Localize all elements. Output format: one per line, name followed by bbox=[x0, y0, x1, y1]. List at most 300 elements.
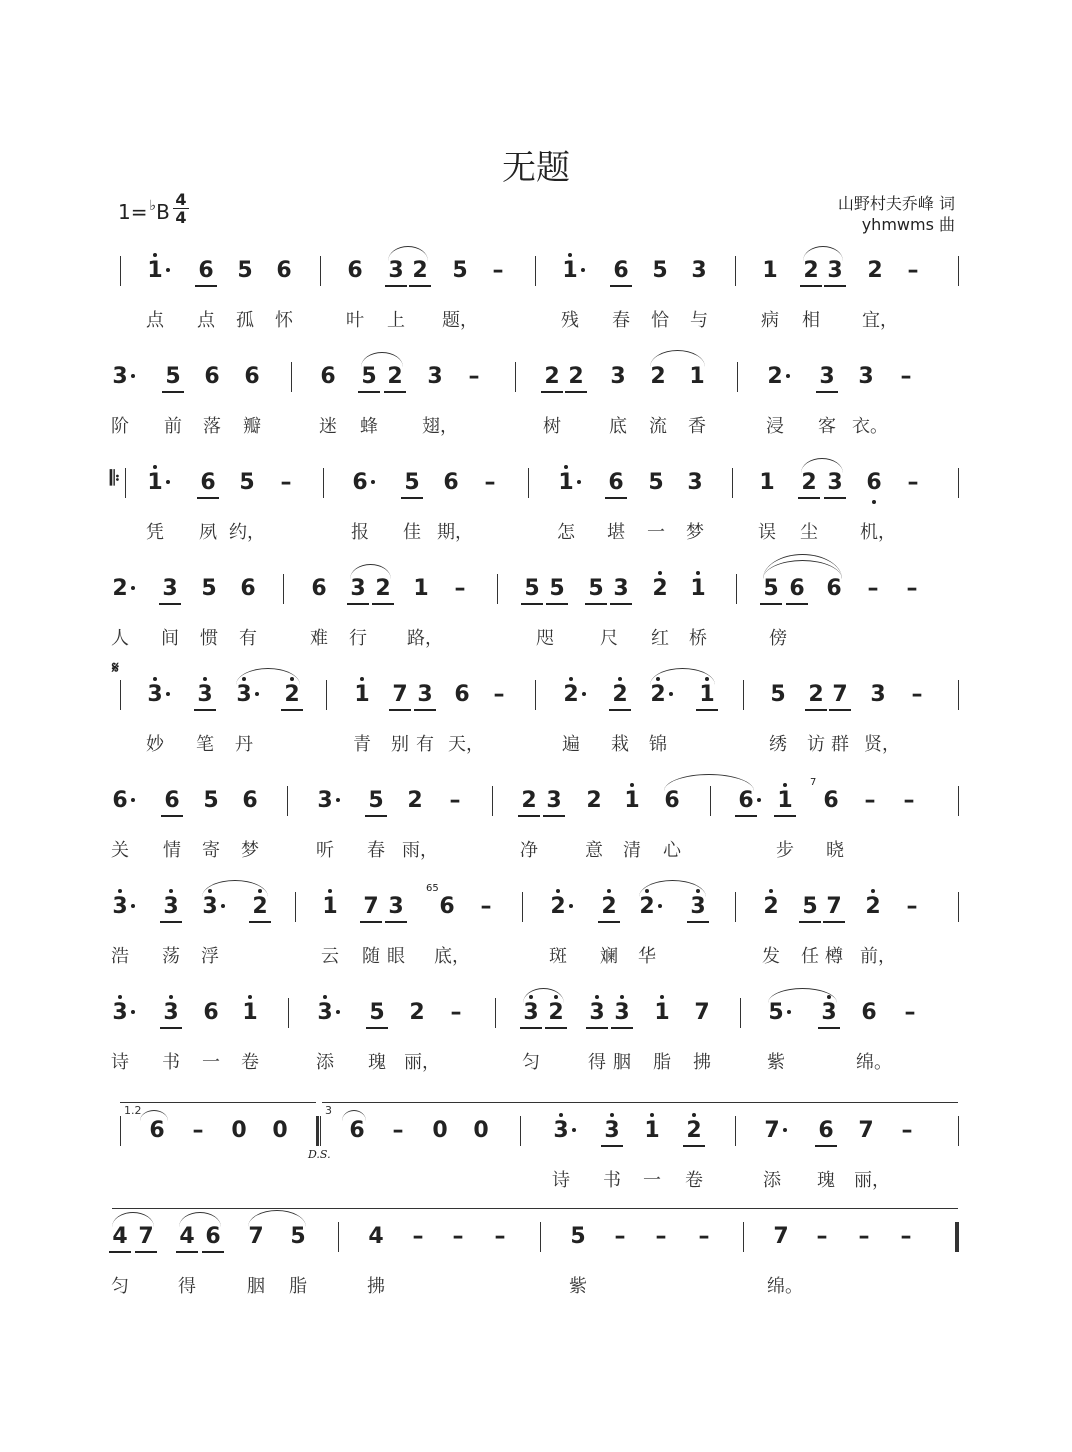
lyric-syllable: 点 bbox=[197, 310, 215, 331]
note bbox=[861, 876, 885, 928]
high-octave-dot bbox=[564, 465, 568, 469]
barline bbox=[288, 998, 289, 1028]
note bbox=[558, 240, 582, 292]
note bbox=[462, 346, 486, 398]
lyric-syllable: 有 bbox=[239, 628, 257, 649]
note bbox=[861, 558, 885, 610]
note-number: 6 bbox=[861, 1000, 877, 1025]
note-number: 5 bbox=[524, 576, 540, 601]
note bbox=[400, 452, 424, 504]
note-number: 4 bbox=[112, 1224, 128, 1249]
note-number: 1 bbox=[777, 788, 793, 813]
eighth-underline bbox=[518, 815, 540, 817]
note bbox=[815, 346, 839, 398]
note-number: 4 bbox=[179, 1224, 195, 1249]
note bbox=[895, 1100, 919, 1152]
note-number: 6 bbox=[613, 258, 629, 283]
high-octave-dot bbox=[568, 253, 572, 257]
lyric-syllable: 约， bbox=[229, 522, 265, 543]
note-number: 7 bbox=[826, 894, 842, 919]
lyric-syllable: 傍 bbox=[769, 628, 787, 649]
high-octave-dot bbox=[248, 995, 252, 999]
note-number: 6 bbox=[203, 1000, 219, 1025]
note-number: – bbox=[450, 1000, 462, 1025]
lyric-syllable: 桥 bbox=[689, 628, 707, 649]
note-number: 6 bbox=[443, 470, 459, 495]
note bbox=[193, 664, 217, 716]
eighth-underline bbox=[365, 815, 387, 817]
lyric-syllable: 尺 bbox=[600, 628, 618, 649]
barline bbox=[540, 1222, 541, 1252]
note-number: 6 bbox=[664, 788, 680, 813]
eighth-underline bbox=[521, 603, 543, 605]
augmentation-dot bbox=[787, 1010, 791, 1014]
note-number: 6 bbox=[204, 364, 220, 389]
note-number: – bbox=[484, 470, 496, 495]
note-number: 2 bbox=[550, 894, 566, 919]
note-number: 6 bbox=[112, 788, 128, 813]
note bbox=[648, 558, 672, 610]
note bbox=[609, 558, 633, 610]
note-number: 5 bbox=[648, 470, 664, 495]
note bbox=[863, 240, 887, 292]
lyric-syllable: 人 bbox=[111, 628, 129, 649]
barline bbox=[323, 468, 324, 498]
lyric-syllable: 关 bbox=[111, 840, 129, 861]
barline bbox=[495, 998, 496, 1028]
note-number: 2 bbox=[601, 894, 617, 919]
note-number: 6 bbox=[826, 576, 842, 601]
note-number: 1 bbox=[322, 894, 338, 919]
note-number: 6 bbox=[198, 258, 214, 283]
lyric-syllable: 青 bbox=[353, 734, 371, 755]
barline bbox=[735, 256, 736, 286]
note-number: – bbox=[412, 1224, 424, 1249]
lyric-syllable: 发 bbox=[762, 946, 780, 967]
note bbox=[546, 876, 570, 928]
note-number: 2 bbox=[767, 364, 783, 389]
high-octave-dot bbox=[153, 253, 157, 257]
note bbox=[384, 876, 408, 928]
lyric-syllable: 卷 bbox=[685, 1170, 703, 1191]
barline bbox=[958, 680, 959, 710]
note-number: 2 bbox=[407, 788, 423, 813]
eighth-underline bbox=[605, 497, 627, 499]
note bbox=[478, 452, 502, 504]
note bbox=[585, 982, 609, 1034]
note-number: 3 bbox=[870, 682, 886, 707]
lyric-syllable: 斓 bbox=[600, 946, 618, 967]
score-row bbox=[0, 452, 1072, 558]
lyric-syllable: 绵。 bbox=[767, 1276, 803, 1297]
lyric-syllable: 诗 bbox=[111, 1052, 129, 1073]
eighth-underline bbox=[611, 1027, 633, 1029]
note bbox=[108, 770, 132, 822]
note bbox=[894, 1206, 918, 1258]
lyric-syllable: 有 bbox=[416, 734, 434, 755]
barline bbox=[958, 1222, 959, 1252]
note bbox=[199, 982, 223, 1034]
note-number: 3 bbox=[819, 364, 835, 389]
lyric-syllable: 梦 bbox=[241, 840, 259, 861]
eighth-underline bbox=[161, 815, 183, 817]
note bbox=[597, 876, 621, 928]
note-number: 5 bbox=[203, 788, 219, 813]
note bbox=[760, 1100, 784, 1152]
lyric-syllable: 梦 bbox=[686, 522, 704, 543]
score-row bbox=[0, 982, 1072, 1088]
note bbox=[542, 770, 566, 822]
lyric-syllable: 访 bbox=[807, 734, 825, 755]
lyric-syllable: 客 bbox=[818, 416, 836, 437]
note bbox=[194, 240, 218, 292]
eighth-underline bbox=[135, 1251, 157, 1253]
lyric-syllable: 期， bbox=[437, 522, 473, 543]
note bbox=[894, 346, 918, 398]
augmentation-dot bbox=[131, 1010, 135, 1014]
repeat-end-barline bbox=[316, 1116, 319, 1146]
score-row bbox=[0, 240, 1072, 346]
note-number: 3 bbox=[614, 1000, 630, 1025]
note bbox=[405, 982, 429, 1034]
note-number: 2 bbox=[375, 576, 391, 601]
note bbox=[649, 1206, 673, 1258]
high-octave-dot bbox=[328, 889, 332, 893]
high-octave-dot bbox=[769, 889, 773, 893]
note-number: 7 bbox=[694, 1000, 710, 1025]
high-octave-dot bbox=[783, 783, 787, 787]
note bbox=[804, 664, 828, 716]
barline bbox=[743, 680, 744, 710]
lyric-syllable: 上 bbox=[387, 310, 405, 331]
note bbox=[235, 452, 259, 504]
eighth-underline bbox=[162, 391, 184, 393]
eighth-underline bbox=[160, 921, 182, 923]
barline bbox=[958, 892, 959, 922]
note bbox=[769, 1206, 793, 1258]
low-octave-dot bbox=[872, 500, 876, 504]
note bbox=[814, 1100, 838, 1152]
note-number: 2 bbox=[808, 682, 824, 707]
augmentation-dot bbox=[569, 904, 573, 908]
note bbox=[238, 982, 262, 1034]
note bbox=[316, 346, 340, 398]
lyric-syllable: 一 bbox=[202, 1052, 220, 1073]
note bbox=[486, 240, 510, 292]
barline bbox=[958, 786, 959, 816]
score-row bbox=[0, 346, 1072, 452]
time-top: 4 bbox=[173, 191, 189, 209]
augmentation-dot bbox=[131, 374, 135, 378]
lyric-syllable: 紫 bbox=[569, 1276, 587, 1297]
lyric-syllable: 孤 bbox=[236, 310, 254, 331]
note bbox=[143, 240, 167, 292]
note bbox=[582, 770, 606, 822]
eighth-underline bbox=[585, 603, 607, 605]
eighth-underline bbox=[799, 921, 821, 923]
eighth-underline bbox=[586, 1027, 608, 1029]
note bbox=[143, 664, 167, 716]
lyric-syllable: 春 bbox=[612, 310, 630, 331]
note bbox=[313, 982, 337, 1034]
note-number: 6 bbox=[242, 788, 258, 813]
note-number: – bbox=[468, 364, 480, 389]
note-number: 6 bbox=[608, 470, 624, 495]
note-number: 2 bbox=[112, 576, 128, 601]
note bbox=[566, 1206, 590, 1258]
note-number: 3 bbox=[589, 1000, 605, 1025]
note bbox=[687, 240, 711, 292]
note bbox=[584, 558, 608, 610]
note bbox=[160, 770, 184, 822]
note bbox=[359, 876, 383, 928]
note bbox=[313, 770, 337, 822]
eighth-underline bbox=[541, 391, 563, 393]
note-number: 1 bbox=[354, 682, 370, 707]
note-number: 6 bbox=[818, 1118, 834, 1143]
note bbox=[854, 346, 878, 398]
lyric-syllable: 佳 bbox=[403, 522, 421, 543]
high-octave-dot bbox=[360, 677, 364, 681]
augmentation-dot bbox=[581, 268, 585, 272]
barline bbox=[291, 362, 292, 392]
note bbox=[759, 876, 783, 928]
note bbox=[488, 1206, 512, 1258]
lyric-syllable: 匀 bbox=[111, 1276, 129, 1297]
eighth-underline bbox=[197, 497, 219, 499]
note bbox=[682, 1100, 706, 1152]
note bbox=[763, 346, 787, 398]
lyric-syllable: 阶 bbox=[111, 416, 129, 437]
note-number: 5 bbox=[369, 1000, 385, 1025]
lyric-syllable: 点 bbox=[146, 310, 164, 331]
note-number: 2 bbox=[521, 788, 537, 813]
key-note: B bbox=[156, 200, 170, 224]
eighth-underline bbox=[601, 1145, 623, 1147]
barline bbox=[958, 468, 959, 498]
lyric-syllable: 宜， bbox=[862, 310, 898, 331]
note-number: 5 bbox=[763, 576, 779, 601]
lyric-syllable: 浮 bbox=[201, 946, 219, 967]
note-number: – bbox=[901, 1118, 913, 1143]
lyric-syllable: 华 bbox=[638, 946, 656, 967]
eighth-underline bbox=[829, 709, 851, 711]
note-number: 7 bbox=[363, 894, 379, 919]
note-number: – bbox=[494, 1224, 506, 1249]
note-number: 3 bbox=[236, 682, 252, 707]
high-octave-dot bbox=[871, 889, 875, 893]
augmentation-dot bbox=[658, 904, 662, 908]
lyric-syllable: 晓 bbox=[826, 840, 844, 861]
note-number: 2 bbox=[639, 894, 655, 919]
barline bbox=[958, 1116, 959, 1146]
note-number: – bbox=[907, 470, 919, 495]
note-number: 6 bbox=[349, 1118, 365, 1143]
lyric-syllable: 随 bbox=[362, 946, 380, 967]
note-number: 6 bbox=[789, 576, 805, 601]
augmentation-dot bbox=[669, 692, 673, 696]
note bbox=[413, 664, 437, 716]
lyric-syllable: 路， bbox=[407, 628, 443, 649]
note-number: 3 bbox=[147, 682, 163, 707]
lyric-syllable: 底， bbox=[434, 946, 470, 967]
lyric-syllable: 惯 bbox=[200, 628, 218, 649]
lyric-syllable: 浩 bbox=[111, 946, 129, 967]
note bbox=[854, 1100, 878, 1152]
note-number: 3 bbox=[827, 258, 843, 283]
eighth-underline bbox=[347, 603, 369, 605]
high-octave-dot bbox=[118, 995, 122, 999]
note-number: 3 bbox=[417, 682, 433, 707]
note-number: 7 bbox=[858, 1118, 874, 1143]
lyricist-credit: 山野村夫乔峰 词 bbox=[837, 194, 955, 213]
lyric-syllable: 卷 bbox=[241, 1052, 259, 1073]
lyric-syllable: 添 bbox=[763, 1170, 781, 1191]
note-number: 0 bbox=[231, 1118, 247, 1143]
eighth-underline bbox=[823, 921, 845, 923]
note bbox=[683, 452, 707, 504]
augmentation-dot bbox=[166, 268, 170, 272]
note bbox=[406, 1206, 430, 1258]
key-signature bbox=[118, 198, 170, 224]
note bbox=[606, 346, 630, 398]
note bbox=[409, 558, 433, 610]
high-octave-dot bbox=[569, 677, 573, 681]
note-number: 2 bbox=[652, 576, 668, 601]
note-number: – bbox=[903, 788, 915, 813]
lyric-syllable: 咫 bbox=[536, 628, 554, 649]
note-number: 1 bbox=[558, 470, 574, 495]
note bbox=[143, 452, 167, 504]
note-number: 5 bbox=[549, 576, 565, 601]
note bbox=[426, 876, 459, 928]
note bbox=[900, 558, 924, 610]
note-number: 3 bbox=[687, 470, 703, 495]
lyric-syllable: 报 bbox=[351, 522, 369, 543]
note-number: 0 bbox=[432, 1118, 448, 1143]
note bbox=[365, 982, 389, 1034]
lyric-syllable: 浸 bbox=[766, 416, 784, 437]
lyric-syllable: 前， bbox=[860, 946, 896, 967]
high-octave-dot bbox=[323, 995, 327, 999]
note-number: 2 bbox=[548, 1000, 564, 1025]
barline bbox=[740, 998, 741, 1028]
note bbox=[517, 770, 541, 822]
note bbox=[428, 1100, 452, 1152]
eighth-underline bbox=[389, 709, 411, 711]
barline bbox=[522, 892, 523, 922]
note-number: 3 bbox=[317, 788, 333, 813]
note-number: – bbox=[816, 1224, 828, 1249]
lyric-syllable: 尘 bbox=[800, 522, 818, 543]
note-number: 3 bbox=[827, 470, 843, 495]
note-number: – bbox=[454, 576, 466, 601]
note-number: 2 bbox=[284, 682, 300, 707]
lyric-syllable: 迷 bbox=[319, 416, 337, 437]
lyric-syllable: 恰 bbox=[651, 310, 669, 331]
note-number: 5 bbox=[588, 576, 604, 601]
note bbox=[446, 1206, 470, 1258]
note bbox=[905, 664, 929, 716]
note-number: 7 bbox=[392, 682, 408, 707]
lyric-syllable: 底 bbox=[609, 416, 627, 437]
note-number: 6 bbox=[311, 576, 327, 601]
note bbox=[866, 664, 890, 716]
note-number: 6 bbox=[244, 364, 260, 389]
repeat-start-sign: 𝄆 bbox=[110, 466, 120, 490]
note bbox=[559, 664, 583, 716]
note-number: 3 bbox=[197, 682, 213, 707]
note-number: 2 bbox=[650, 682, 666, 707]
lyric-syllable: 书 bbox=[603, 1170, 621, 1191]
eighth-underline bbox=[800, 285, 822, 287]
barline bbox=[743, 1222, 744, 1252]
note bbox=[897, 770, 921, 822]
eighth-underline bbox=[520, 1027, 542, 1029]
note-number: 6 bbox=[454, 682, 470, 707]
note-number: 1 bbox=[624, 788, 640, 813]
note bbox=[439, 452, 463, 504]
note bbox=[828, 664, 852, 716]
note-number: 1 bbox=[689, 364, 705, 389]
eighth-underline bbox=[281, 709, 303, 711]
lyric-syllable: 拂 bbox=[693, 1052, 711, 1073]
note-number: – bbox=[392, 1118, 404, 1143]
note-number: 3 bbox=[163, 894, 179, 919]
composer-credit: yhmwms 曲 bbox=[861, 215, 955, 234]
lyric-syllable: 贤， bbox=[864, 734, 900, 755]
eighth-underline bbox=[610, 603, 632, 605]
note-number: 3 bbox=[821, 1000, 837, 1025]
note bbox=[600, 1100, 624, 1152]
barline bbox=[958, 256, 959, 286]
note-number: – bbox=[911, 682, 923, 707]
high-octave-dot bbox=[696, 571, 700, 575]
note bbox=[197, 558, 221, 610]
eighth-underline bbox=[176, 1251, 198, 1253]
note-number: 3 bbox=[427, 364, 443, 389]
note bbox=[766, 664, 790, 716]
lyric-syllable: 云 bbox=[321, 946, 339, 967]
note bbox=[423, 346, 447, 398]
note bbox=[858, 770, 882, 822]
augmentation-dot bbox=[582, 692, 586, 696]
note-number: 1 bbox=[147, 258, 163, 283]
eighth-underline bbox=[159, 603, 181, 605]
note-number: 2 bbox=[686, 1118, 702, 1143]
barline bbox=[735, 1116, 736, 1146]
lyric-syllable: 翅， bbox=[422, 416, 458, 437]
note-number: 6 bbox=[240, 576, 256, 601]
note bbox=[549, 1100, 573, 1152]
note bbox=[318, 876, 342, 928]
note bbox=[272, 240, 296, 292]
barline bbox=[535, 680, 536, 710]
lyric-syllable: 残 bbox=[561, 310, 579, 331]
note bbox=[901, 452, 925, 504]
eighth-underline bbox=[609, 709, 631, 711]
lyric-syllable: 清 bbox=[623, 840, 641, 861]
note-number: 3 bbox=[546, 788, 562, 813]
note bbox=[108, 982, 132, 1034]
high-octave-dot bbox=[153, 677, 157, 681]
lyric-syllable: 行 bbox=[349, 628, 367, 649]
augmentation-dot bbox=[336, 798, 340, 802]
lyric-syllable: 斑 bbox=[549, 946, 567, 967]
eighth-underline bbox=[385, 921, 407, 923]
note-number: – bbox=[480, 894, 492, 919]
ds-marking: D.S. bbox=[308, 1148, 331, 1161]
